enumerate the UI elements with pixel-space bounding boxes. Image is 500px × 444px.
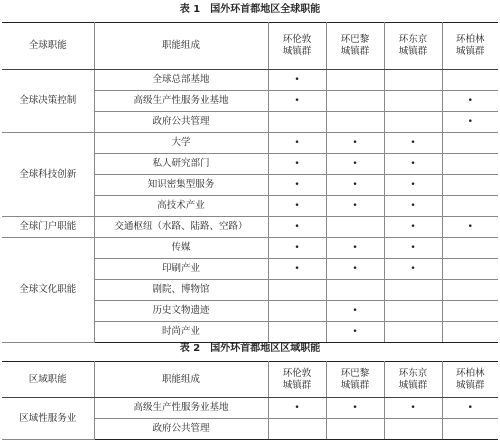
presence-mark-cell: • <box>326 322 384 343</box>
column-header: 环巴黎 城镇群 <box>326 23 384 70</box>
presence-mark-cell <box>442 175 498 196</box>
table-row <box>2 133 498 154</box>
presence-mark-cell <box>442 154 498 175</box>
presence-mark-cell <box>326 112 384 133</box>
column-header: 环伦敦 城镇群 <box>268 23 326 70</box>
presence-mark-cell: • <box>326 259 384 280</box>
presence-mark-cell: • <box>326 133 384 154</box>
presence-mark-cell <box>384 419 442 440</box>
function-component-cell: 高技术产业 <box>94 196 268 217</box>
regional-functions-table <box>2 361 498 440</box>
presence-mark-cell <box>442 301 498 322</box>
presence-mark-cell: • <box>268 217 326 238</box>
column-header: 职能组成 <box>94 23 268 70</box>
table1-title: 表 1 国外环首都地区全球职能 <box>179 4 321 15</box>
presence-mark-cell: • <box>268 70 326 91</box>
column-header: 职能组成 <box>94 362 268 398</box>
presence-mark-cell: • <box>384 154 442 175</box>
function-component-cell: 全球总部基地 <box>94 70 268 91</box>
presence-mark-cell <box>326 217 384 238</box>
function-component-cell: 交通枢纽（水路、陆路、空路） <box>94 217 268 238</box>
presence-mark-cell: • <box>268 259 326 280</box>
presence-mark-cell <box>326 91 384 112</box>
presence-mark-cell: • <box>384 175 442 196</box>
column-header: 环巴黎 城镇群 <box>326 362 384 398</box>
presence-mark-cell: • <box>384 217 442 238</box>
presence-mark-cell: • <box>442 217 498 238</box>
column-header: 环伦敦 城镇群 <box>268 362 326 398</box>
function-category-cell: 全球文化职能 <box>2 238 94 343</box>
presence-mark-cell: • <box>326 196 384 217</box>
function-component-cell: 印刷产业 <box>94 259 268 280</box>
table2-title: 表 2 国外环首都地区区域职能 <box>179 343 321 354</box>
header-row <box>2 23 498 70</box>
function-category-cell: 区域性服务业 <box>2 398 94 440</box>
function-component-cell: 政府公共管理 <box>94 112 268 133</box>
function-component-cell: 剧院、博物馆 <box>94 280 268 301</box>
presence-mark-cell <box>442 70 498 91</box>
function-component-cell: 时尚产业 <box>94 322 268 343</box>
global-functions-table <box>2 22 498 343</box>
function-component-cell: 高级生产性服务业基地 <box>94 91 268 112</box>
presence-mark-cell: • <box>326 301 384 322</box>
presence-mark-cell: • <box>268 238 326 259</box>
function-category-cell: 全球科技创新 <box>2 133 94 217</box>
presence-mark-cell: • <box>384 259 442 280</box>
presence-mark-cell <box>442 238 498 259</box>
presence-mark-cell <box>384 280 442 301</box>
presence-mark-cell: • <box>268 91 326 112</box>
presence-mark-cell <box>326 419 384 440</box>
presence-mark-cell <box>268 280 326 301</box>
presence-mark-cell: • <box>268 133 326 154</box>
presence-mark-cell <box>442 280 498 301</box>
function-category-cell: 全球决策控制 <box>2 70 94 133</box>
presence-mark-cell <box>268 322 326 343</box>
presence-mark-cell: • <box>326 238 384 259</box>
presence-mark-cell: • <box>268 175 326 196</box>
column-header: 环东京 城镇群 <box>384 23 442 70</box>
presence-mark-cell: • <box>384 398 442 419</box>
presence-mark-cell <box>326 70 384 91</box>
presence-mark-cell <box>442 196 498 217</box>
presence-mark-cell: • <box>384 133 442 154</box>
presence-mark-cell: • <box>442 398 498 419</box>
function-component-cell: 传媒 <box>94 238 268 259</box>
table-row <box>2 398 498 419</box>
presence-mark-cell: • <box>384 196 442 217</box>
presence-mark-cell: • <box>268 154 326 175</box>
presence-mark-cell: • <box>442 112 498 133</box>
presence-mark-cell: • <box>326 175 384 196</box>
presence-mark-cell: • <box>442 91 498 112</box>
presence-mark-cell <box>384 91 442 112</box>
presence-mark-cell: • <box>268 196 326 217</box>
function-component-cell: 知识密集型服务 <box>94 175 268 196</box>
column-header: 区域职能 <box>2 362 94 398</box>
table-row <box>2 70 498 91</box>
function-category-cell: 全球门户职能 <box>2 217 94 238</box>
presence-mark-cell: • <box>326 398 384 419</box>
table-row <box>2 217 498 238</box>
function-component-cell: 私人研究部门 <box>94 154 268 175</box>
function-component-cell: 政府公共管理 <box>94 419 268 440</box>
presence-mark-cell <box>442 133 498 154</box>
presence-mark-cell <box>268 419 326 440</box>
table-row <box>2 238 498 259</box>
presence-mark-cell <box>384 322 442 343</box>
presence-mark-cell <box>384 301 442 322</box>
function-component-cell: 高级生产性服务业基地 <box>94 398 268 419</box>
column-header: 全球职能 <box>2 23 94 70</box>
presence-mark-cell <box>268 301 326 322</box>
presence-mark-cell <box>442 322 498 343</box>
presence-mark-cell: • <box>268 398 326 419</box>
presence-mark-cell <box>384 112 442 133</box>
presence-mark-cell: • <box>326 154 384 175</box>
column-header: 环柏林 城镇群 <box>442 362 498 398</box>
header-row <box>2 362 498 398</box>
presence-mark-cell: • <box>384 238 442 259</box>
function-component-cell: 大学 <box>94 133 268 154</box>
presence-mark-cell <box>442 419 498 440</box>
function-component-cell: 历史文物遗迹 <box>94 301 268 322</box>
column-header: 环东京 城镇群 <box>384 362 442 398</box>
column-header: 环柏林 城镇群 <box>442 23 498 70</box>
presence-mark-cell <box>384 70 442 91</box>
presence-mark-cell <box>326 280 384 301</box>
presence-mark-cell <box>268 112 326 133</box>
presence-mark-cell <box>442 259 498 280</box>
